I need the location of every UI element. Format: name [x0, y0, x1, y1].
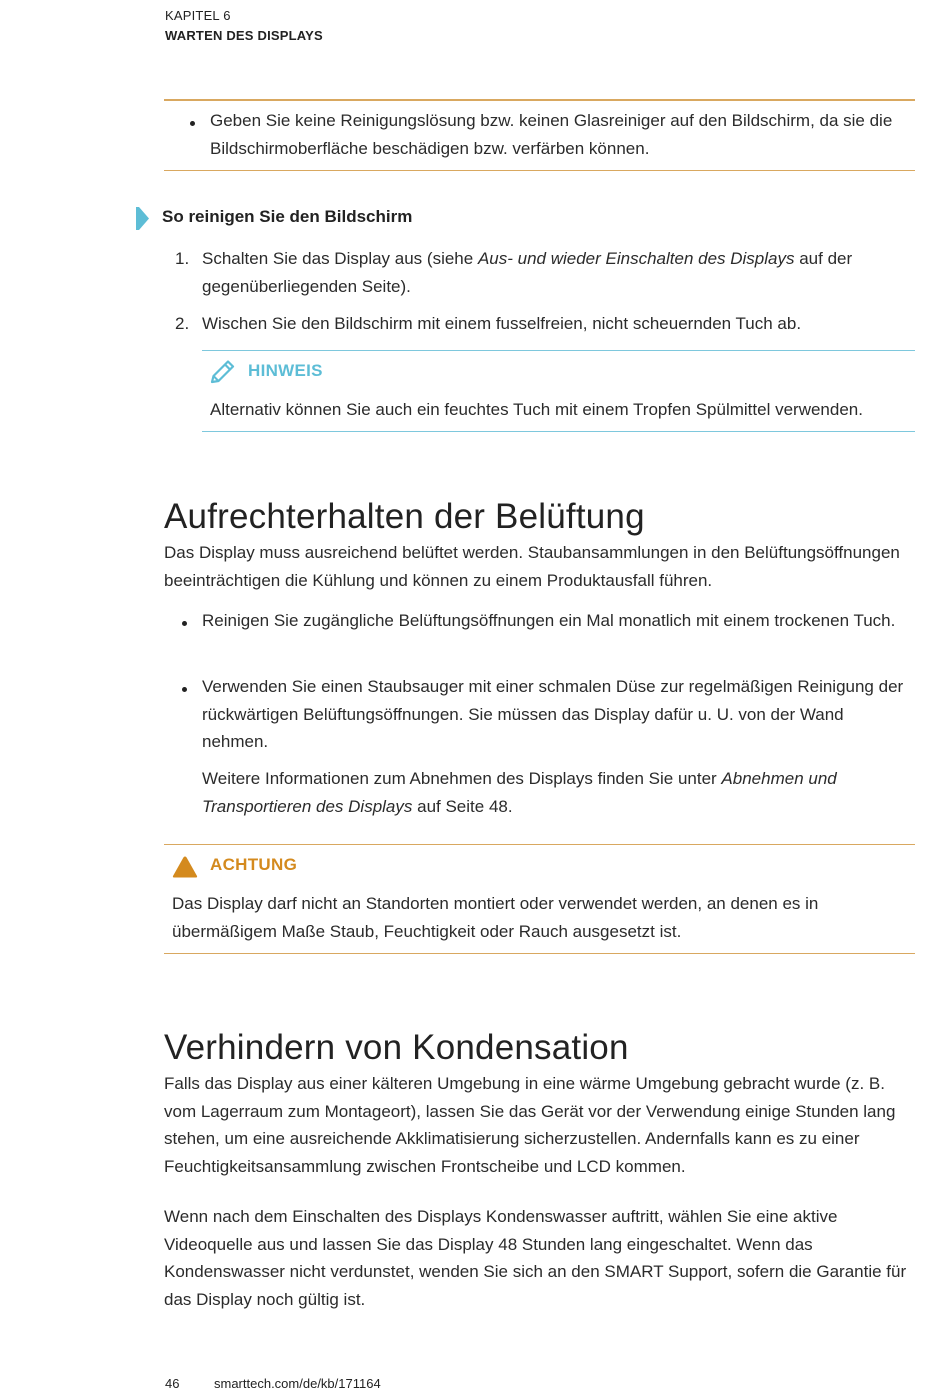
ventilation-bullet-1: Reinigen Sie zugängliche Belüftungsöffnungen ein Mal monatlich mit einem trockenen Tuch. [202, 611, 896, 630]
condensation-para-2: Wenn nach dem Einschalten des Displays Kondenswasser auftritt, wählen Sie eine aktive Videoquelle aus und lassen Sie das Display 48 Stunden lang eingeschaltet. Wenn das Kondenswasser nicht verdunstet, wenden Sie sich an den SMART Support, sofern die Garantie für das Display noch gültig ist. [164, 1207, 907, 1309]
warning-triangle-icon [172, 855, 198, 884]
ventilation-intro: Das Display muss ausreichend belüftet werden. Staubansammlungen in den Belüftungsöffnungen beeinträchtigen die Kühlung und können zu einem Produktausfall führen. [164, 543, 900, 590]
section-heading-ventilation: Aufrechterhalten der Belüftung [164, 497, 645, 536]
note-label: HINWEIS [248, 361, 323, 380]
note-top-rule [202, 350, 915, 351]
bullet-dot [182, 621, 187, 626]
step-number: 2. [175, 314, 190, 333]
pencil-icon [209, 360, 237, 391]
procedure-arrow-icon [136, 207, 149, 235]
section-heading-condensation: Verhindern von Kondensation [164, 1028, 629, 1067]
procedure-title: So reinigen Sie den Bildschirm [162, 207, 413, 226]
ventilation-bullet-2: Verwenden Sie einen Staubsauger mit einer schmalen Düse zur regelmäßigen Reinigung der rückwärtigen Belüftungsöffnungen. Sie müssen das Display dafür u. U. von der Wand nehmen. [202, 677, 904, 751]
step-2-text: Wischen Sie den Bildschirm mit einem fusselfreien, nicht scheuernden Tuch ab. [202, 314, 802, 333]
step-number: 1. [175, 249, 190, 268]
ventilation-more-info: Weitere Informationen zum Abnehmen des Displays finden Sie unter Abnehmen und Transportieren des Displays auf Seite 48. [202, 769, 837, 816]
bullet-dot [182, 687, 187, 692]
note-text: Alternativ können Sie auch ein feuchtes Tuch mit einem Tropfen Spülmittel verwenden. [210, 400, 863, 419]
caution-bullet-text: Geben Sie keine Reinigungslösung bzw. keinen Glasreiniger auf den Bildschirm, da sie die Bildschirmoberfläche beschädigen bzw. verfärben können. [210, 111, 893, 158]
more-info-link[interactable]: Abnehmen und Transportieren des Displays [202, 769, 837, 816]
caution-bottom-rule [164, 170, 915, 171]
page-number: 46 [165, 1376, 180, 1391]
bullet-dot [190, 121, 195, 126]
footer-url[interactable]: smarttech.com/de/kb/171164 [214, 1376, 381, 1391]
caution-top-rule [164, 99, 915, 101]
caution-text: Das Display darf nicht an Standorten montiert oder verwendet werden, an denen es in übermäßigem Maße Staub, Feuchtigkeit oder Rauch ausgesetzt ist. [172, 894, 819, 941]
caution-bottom-rule [164, 953, 915, 954]
caution-top-rule [164, 844, 915, 845]
chapter-title: WARTEN DES DISPLAYS [165, 28, 323, 43]
condensation-para-1: Falls das Display aus einer kälteren Umgebung in eine wärme Umgebung gebracht wurde (z. B. vom Lagerraum zum Montageort), lassen Sie das Gerät vor der Verwendung einige Stunden lang stehen, um eine ausreichende Akklimatisierung sicherzustellen. Andernfalls kann es zu einer Feuchtigkeitsansammlung zwischen Frontscheibe und LCD kommen. [164, 1074, 896, 1176]
step-1-text: Schalten Sie das Display aus (siehe Aus- und wieder Einschalten des Displays auf der gegenüberliegenden Seite). [202, 249, 853, 296]
chapter-label: KAPITEL 6 [165, 8, 231, 23]
note-bottom-rule [202, 431, 915, 432]
step-1-link[interactable]: Aus- und wieder Einschalten des Displays [477, 249, 795, 268]
caution-label: ACHTUNG [210, 855, 298, 874]
